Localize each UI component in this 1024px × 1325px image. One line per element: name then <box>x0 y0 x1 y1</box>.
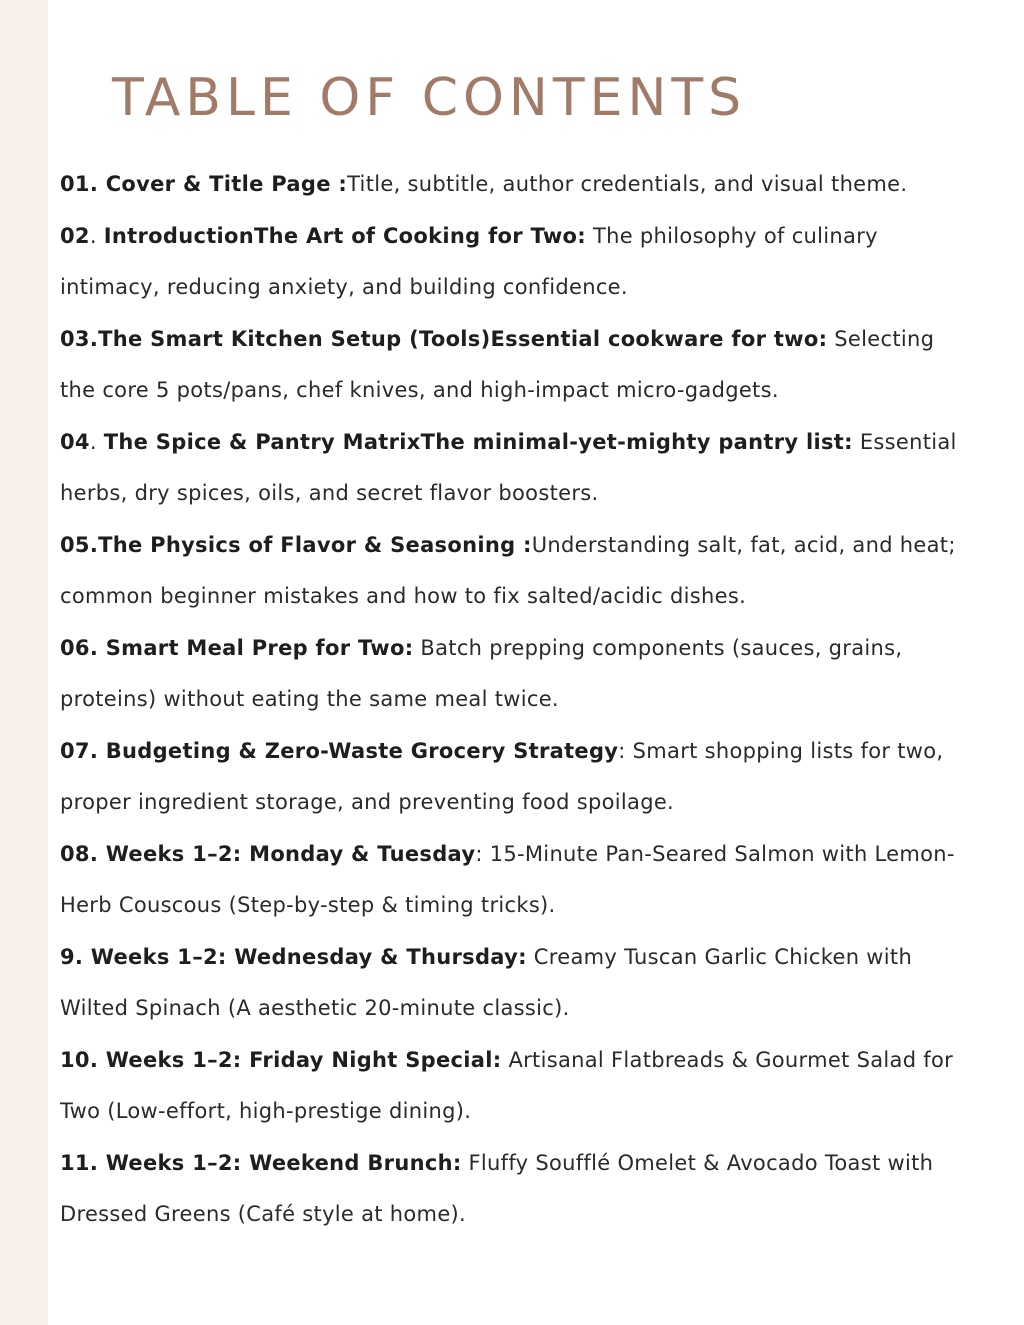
toc-entry-08 <box>60 829 970 932</box>
toc-entry-11 <box>60 1138 970 1241</box>
toc-entry-heading: The Spice & Pantry MatrixThe minimal-yet-mighty pantry list: <box>103 429 853 454</box>
page-title: TABLE OF CONTENTS <box>112 68 747 128</box>
toc-entry-heading: 11. Weeks 1–2: Weekend Brunch: <box>60 1150 462 1175</box>
toc-entry-heading: 06. Smart Meal Prep for Two: <box>60 635 414 660</box>
toc-entry-number: 02 <box>60 223 90 248</box>
toc-entry-05 <box>60 520 970 623</box>
toc-entry-description: Essential herbs, dry spices, oils, and secret flavor boosters. <box>60 429 957 505</box>
toc-entry-09 <box>60 932 970 1035</box>
toc-entry-description: Fluffy Soufflé Omelet & Avocado Toast with Dressed Greens (Café style at home). <box>60 1150 934 1226</box>
toc-entry-heading: 01. Cover & Title Page : <box>60 172 348 196</box>
toc-entry-03 <box>60 314 970 417</box>
toc-entry-separator: . <box>89 223 104 248</box>
toc-entry-description: Batch prepping components (sauces, grains, proteins) without eating the same meal twice. <box>60 635 903 711</box>
toc-entry-description: The philosophy of culinary intimacy, reducing anxiety, and building confidence. <box>60 223 878 299</box>
toc-entry-description: : Smart shopping lists for two, proper ingredient storage, and preventing food spoilage. <box>60 738 944 814</box>
toc-entry-07 <box>60 726 970 829</box>
toc-entry-heading: 9. Weeks 1–2: Wednesday & Thursday: <box>60 944 527 969</box>
toc-entry-heading: 07. Budgeting & Zero-Waste Grocery Strategy <box>60 738 619 763</box>
toc-entry-heading: 03.The Smart Kitchen Setup (Tools)Essential cookware for two: <box>60 326 828 351</box>
toc-entry-number: 04 <box>60 429 90 454</box>
toc-entry-heading: 05.The Physics of Flavor & Seasoning : <box>60 532 532 557</box>
toc-entry-description: Title, subtitle, author credentials, and visual theme. <box>347 172 908 196</box>
toc-entry-06 <box>60 623 970 726</box>
left-accent-band <box>0 0 48 1325</box>
toc-entry-description: Understanding salt, fat, acid, and heat; common beginner mistakes and how to fix salted/acidic dishes. <box>60 532 956 608</box>
toc-entry-heading: 08. Weeks 1–2: Monday & Tuesday <box>60 841 476 866</box>
toc-entry-10 <box>60 1035 970 1138</box>
toc-entry-02 <box>60 211 970 314</box>
toc-entry-description: Selecting the core 5 pots/pans, chef knives, and high-impact micro-gadgets. <box>60 326 935 402</box>
toc-entry-separator: . <box>89 429 104 454</box>
toc-entry-description: Creamy Tuscan Garlic Chicken with Wilted Spinach (A aesthetic 20-minute classic). <box>60 944 913 1020</box>
table-of-contents <box>60 159 970 1241</box>
toc-entry-description: : 15-Minute Pan-Seared Salmon with Lemon-Herb Couscous (Step-by-step & timing tricks). <box>60 841 955 917</box>
toc-entry-heading: IntroductionThe Art of Cooking for Two: <box>103 223 586 248</box>
toc-entry-04 <box>60 417 970 520</box>
toc-entry-description: Artisanal Flatbreads & Gourmet Salad for Two (Low-effort, high-prestige dining). <box>60 1047 954 1123</box>
toc-entry-01 <box>60 159 970 211</box>
toc-entry-heading: 10. Weeks 1–2: Friday Night Special: <box>60 1047 502 1072</box>
